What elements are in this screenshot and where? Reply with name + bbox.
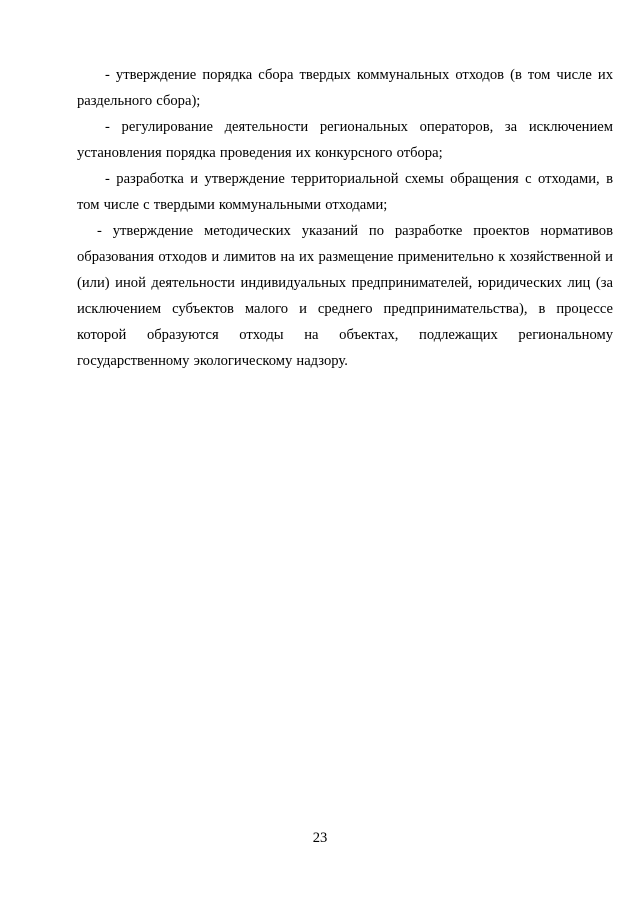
page-number: 23	[312, 830, 328, 846]
paragraph-waste-collection: - утверждение порядка сбора твердых коммунальных отходов (в том числе их раздельного сбора);	[77, 67, 613, 109]
paragraph-regional-operators: - регулирование деятельности региональных операторов, за исключением установления порядка проведения их конкурсного отбора;	[77, 119, 613, 161]
body-text	[77, 62, 613, 374]
paragraph-methodical-guidelines: - утверждение методических указаний по разработке проектов нормативов образования отходов и лимитов на их размещение применительно к хозяйственной и (или) иной деятельности индивидуальных предпринимателей, юридических лиц (за исключением субъектов малого и среднего предпринимательства), в процессе которой образуются отходы на объектах, подлежащих региональному государственному экологическому надзору.	[77, 223, 613, 369]
paragraph-territorial-scheme: - разработка и утверждение территориальной схемы обращения с отходами, в том числе с твердыми коммунальными отходами;	[77, 171, 613, 213]
